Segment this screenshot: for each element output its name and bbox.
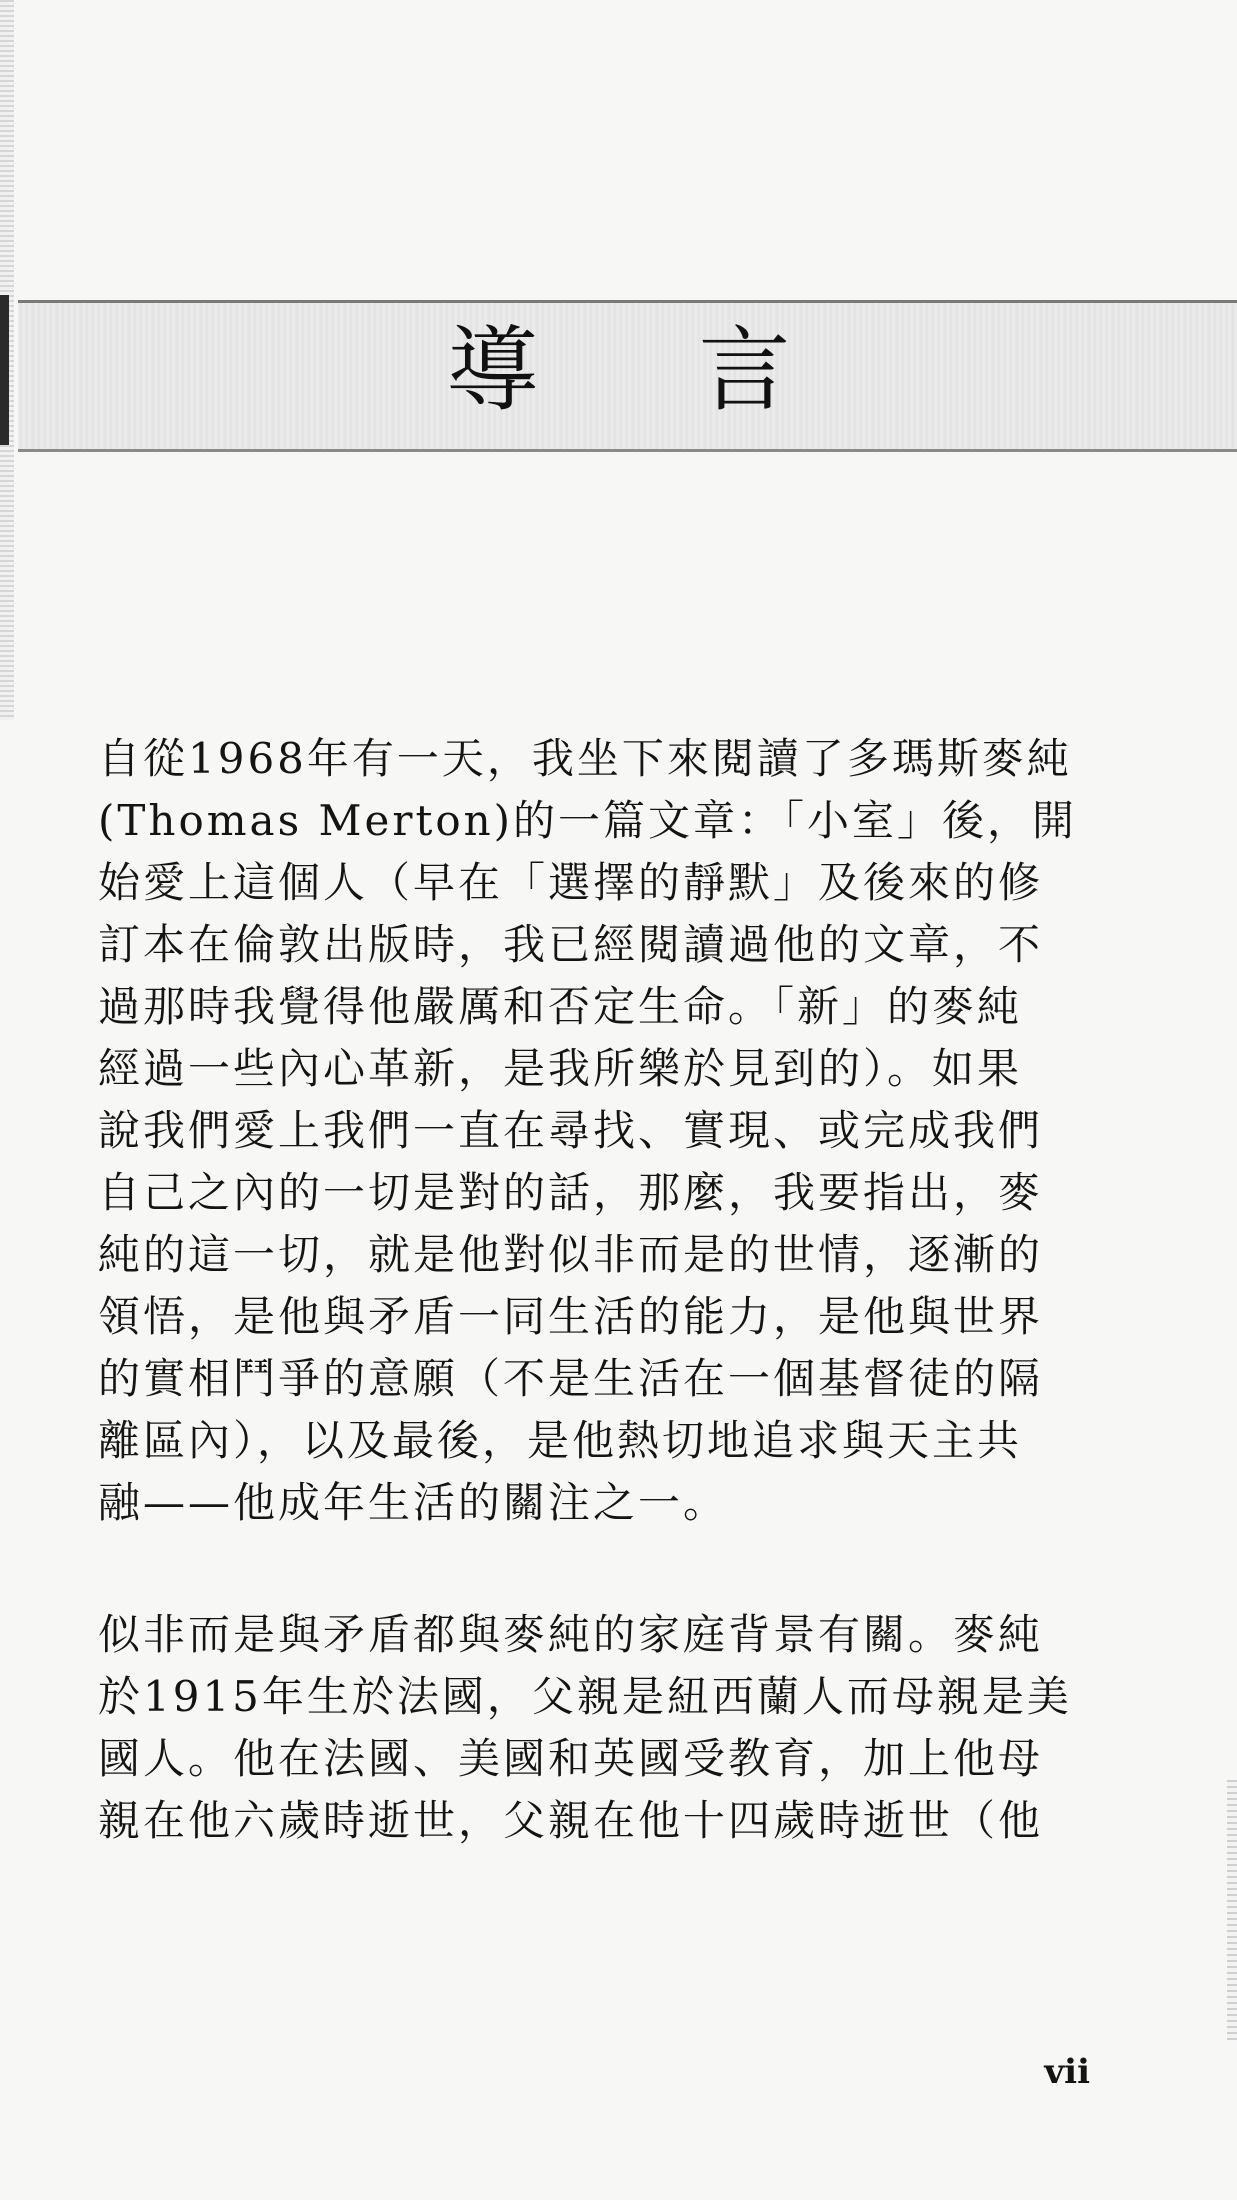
text-line: 始愛上這個人（早在「選擇的靜默」及後來的修 xyxy=(98,858,1044,907)
text-line: 過那時我覺得他嚴厲和否定生命。「新」的麥純 xyxy=(98,982,1023,1031)
text-line: 領悟，是他與矛盾一同生活的能力，是他與世界 xyxy=(98,1292,1044,1341)
page-title: 導言 xyxy=(446,317,951,424)
text-line: 自從1968年有一天，我坐下來閱讀了多瑪斯麥純 xyxy=(98,734,1072,783)
text-line: 的實相鬥爭的意願（不是生活在一個基督徒的隔 xyxy=(98,1354,1044,1403)
text-line: 訂本在倫敦出版時，我已經閱讀過他的文章，不 xyxy=(98,920,1044,969)
text-line: 自己之內的一切是對的話，那麼，我要指出，麥 xyxy=(98,1168,1044,1217)
page-number: vii xyxy=(1044,2052,1090,2092)
text-line: 似非而是與矛盾都與麥純的家庭背景有關。麥純 xyxy=(98,1610,1044,1659)
text-line: 融——他成年生活的關注之一。 xyxy=(98,1478,729,1527)
scan-right-edge xyxy=(1227,1780,1237,2040)
text-line: (Thomas Merton)的一篇文章：「小室」後，開 xyxy=(98,796,1078,845)
text-line: 國人。他在法國、美國和英國受教育，加上他母 xyxy=(98,1734,1044,1783)
text-line: 離區內），以及最後，是他熱切地追求與天主共 xyxy=(98,1416,1023,1465)
text-line: 於1915年生於法國，父親是紐西蘭人而母親是美 xyxy=(98,1672,1072,1721)
paragraph-2 xyxy=(98,1604,1138,1852)
text-line: 親在他六歲時逝世，父親在他十四歲時逝世（他 xyxy=(98,1796,1044,1845)
text-line: 經過一些內心革新，是我所樂於見到的）。如果 xyxy=(98,1044,1023,1093)
paragraph-1 xyxy=(98,728,1138,1534)
text-line: 說我們愛上我們一直在尋找、實現、或完成我們 xyxy=(98,1106,1044,1155)
text-line: 純的這一切，就是他對似非而是的世情，逐漸的 xyxy=(98,1230,1044,1279)
